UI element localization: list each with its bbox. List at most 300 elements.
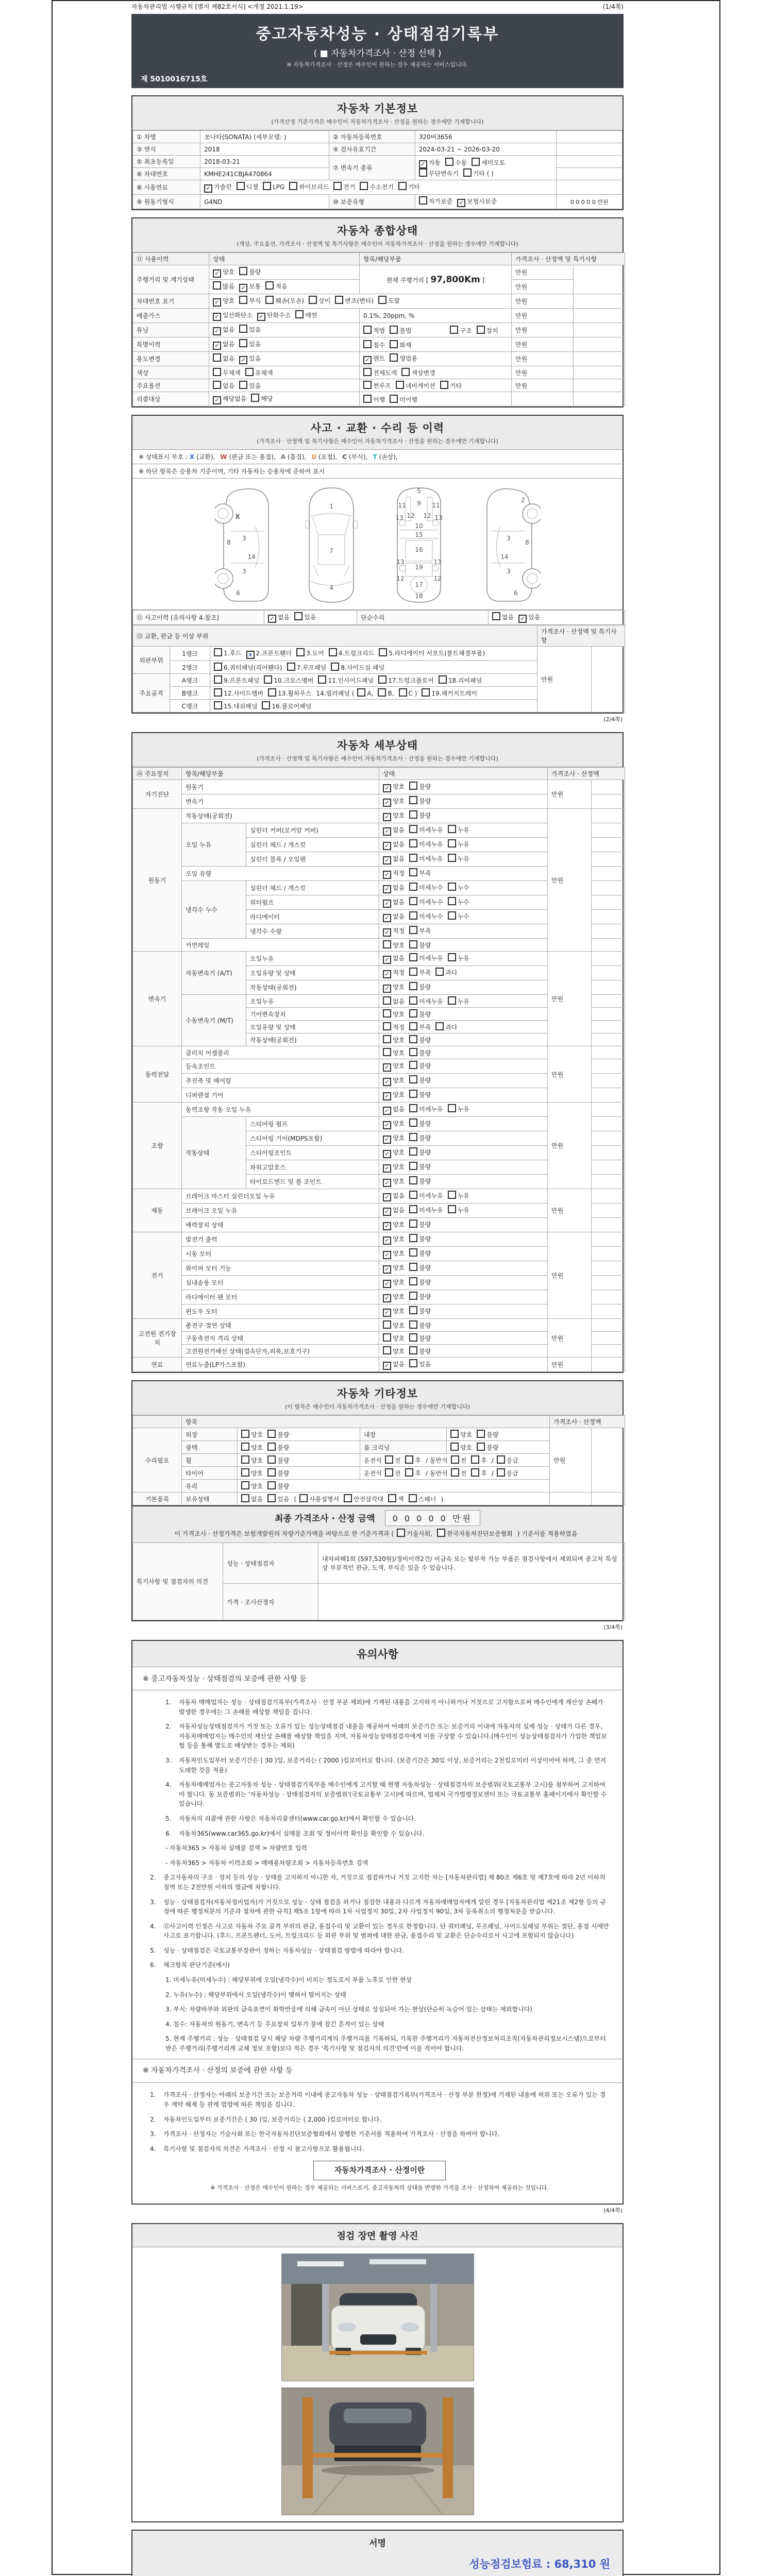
checkbox[interactable]: [363, 340, 372, 348]
mileage-value: 97,800Km: [430, 274, 480, 285]
checkbox[interactable]: [471, 1455, 479, 1464]
option-label: 양호: [393, 984, 405, 991]
checkbox[interactable]: [383, 1346, 391, 1354]
checkbox[interactable]: [237, 182, 245, 190]
checkbox[interactable]: ✓: [383, 1265, 391, 1274]
checkbox[interactable]: [409, 1009, 417, 1018]
checkbox[interactable]: [267, 1481, 276, 1489]
checkbox[interactable]: [435, 1022, 444, 1030]
checkbox[interactable]: [331, 663, 339, 671]
checkbox[interactable]: [383, 1035, 391, 1043]
checkbox[interactable]: ✓: [383, 1121, 391, 1129]
final-price-bar: [132, 1505, 623, 1543]
checkbox[interactable]: ✓: [383, 1294, 391, 1302]
option-label: 있음: [249, 326, 261, 333]
checkbox[interactable]: [239, 381, 247, 389]
checkbox[interactable]: ✓: [457, 199, 465, 207]
price-cell: 만원: [548, 1232, 592, 1319]
checkbox[interactable]: [448, 883, 456, 891]
option-label: 18.리어패널: [448, 677, 482, 684]
checkbox[interactable]: [440, 381, 448, 389]
checkbox[interactable]: [409, 868, 417, 876]
checkbox[interactable]: [398, 182, 407, 190]
checkbox[interactable]: [264, 675, 272, 684]
checkbox[interactable]: [251, 394, 259, 402]
checkbox[interactable]: [409, 1320, 417, 1329]
checkbox[interactable]: ✓: [363, 356, 372, 364]
checkbox[interactable]: [287, 663, 295, 671]
checkbox-option: [263, 182, 284, 191]
checkbox[interactable]: [409, 1234, 417, 1242]
checkbox[interactable]: ✓: [213, 269, 221, 278]
checkbox[interactable]: [451, 1455, 459, 1464]
checkbox[interactable]: [214, 663, 222, 671]
checkbox[interactable]: [263, 182, 271, 190]
checkbox[interactable]: [497, 1455, 505, 1464]
option-label: 미세누유: [419, 1192, 443, 1199]
item-label: 커먼레일: [182, 939, 379, 952]
checkbox[interactable]: [497, 1468, 505, 1477]
checkbox[interactable]: [390, 340, 398, 348]
checkbox[interactable]: [390, 395, 398, 403]
checkbox[interactable]: ✓: [383, 1362, 391, 1370]
state-options: [379, 1131, 548, 1146]
checkbox[interactable]: ✓: [268, 615, 276, 623]
panel-number: 8: [226, 539, 231, 546]
checkbox-option: [409, 1320, 431, 1330]
checkbox[interactable]: [239, 339, 247, 347]
checkbox[interactable]: [409, 1162, 417, 1170]
checkbox[interactable]: [360, 182, 368, 190]
checkbox[interactable]: [409, 911, 417, 920]
checkbox[interactable]: [448, 854, 456, 862]
checkbox-option: [440, 381, 462, 390]
checkbox[interactable]: [385, 1468, 393, 1477]
checkbox[interactable]: [267, 1494, 276, 1502]
checkbox[interactable]: [409, 1494, 417, 1502]
checkbox[interactable]: [448, 825, 456, 833]
checkbox[interactable]: ✓: [383, 842, 391, 850]
document-subtitle: ( ■ 자동차가격조사 · 산정 선택 ): [313, 48, 442, 59]
checkbox[interactable]: [309, 296, 317, 304]
option-label: 사용설명서: [309, 1496, 340, 1503]
checkbox-option: [448, 1104, 469, 1113]
checkbox[interactable]: [399, 688, 407, 697]
checkbox[interactable]: [448, 1191, 456, 1199]
item-label: 기어변속장치: [246, 1008, 379, 1021]
blank-cell: [592, 1345, 625, 1358]
checkbox[interactable]: [448, 897, 456, 905]
checkbox[interactable]: [241, 1481, 249, 1489]
checkbox[interactable]: [213, 281, 221, 290]
checkbox[interactable]: [214, 675, 222, 684]
checkbox[interactable]: [450, 1443, 459, 1451]
checkbox-option: [241, 1468, 263, 1478]
checkbox[interactable]: [268, 688, 276, 697]
checkbox[interactable]: [409, 1277, 417, 1285]
checkbox[interactable]: [318, 675, 326, 684]
item-label: 타이어: [182, 1467, 238, 1480]
checkbox[interactable]: [409, 1248, 417, 1257]
checkbox[interactable]: ✓: [383, 928, 391, 937]
checkbox[interactable]: [409, 996, 417, 1005]
checkbox[interactable]: ✓: [383, 1164, 391, 1173]
option-label: 불량: [419, 1322, 431, 1329]
option-label: 도말: [388, 297, 400, 304]
checkbox-option: [409, 1035, 431, 1044]
checkbox[interactable]: [214, 648, 222, 656]
checkbox[interactable]: [448, 996, 456, 1005]
checkbox[interactable]: ✓: [383, 813, 391, 821]
checkbox[interactable]: [409, 839, 417, 848]
state-options: [379, 1276, 548, 1290]
checkbox[interactable]: ✓: [383, 1208, 391, 1216]
accident-tables: [132, 610, 623, 713]
checkbox[interactable]: [396, 381, 404, 389]
checkbox[interactable]: [419, 196, 427, 205]
price-cell: 만원: [548, 809, 592, 952]
item-label: 라디에이터 팬 모터: [182, 1290, 379, 1304]
panel-number: 3: [506, 568, 511, 575]
current-mileage: 현재 주행거리 [ 97,800Km ]: [360, 265, 512, 294]
checkbox[interactable]: [379, 648, 387, 656]
checkbox[interactable]: [472, 158, 480, 166]
checkbox[interactable]: [383, 1009, 391, 1018]
checkbox[interactable]: [245, 368, 254, 376]
checkbox[interactable]: [409, 883, 417, 891]
checkbox[interactable]: [241, 1455, 249, 1464]
checkbox[interactable]: [289, 182, 297, 190]
price-cell: 만원: [548, 1046, 592, 1103]
checkbox[interactable]: [265, 296, 274, 304]
option-label: 불량: [419, 1049, 431, 1057]
notice-item-number: 5.: [165, 1815, 172, 1822]
checkbox[interactable]: [378, 296, 386, 304]
checkbox[interactable]: [409, 782, 417, 790]
inline-text: / 동반석: [425, 1470, 448, 1477]
notice-item-text: 자동차인도일부터 보증기간은 ( 30 )일, 보증거리는 ( 2000 )킬로미터로 합니다. (보증기간은 30일 이상, 보증거리는 2천킬로미터 이상이어야 하며, 그 중 먼저 도래한 것을 적용): [179, 1756, 607, 1774]
notice-item-number: 6.: [165, 1829, 172, 1837]
checkbox[interactable]: ✓: [239, 284, 247, 292]
checkbox[interactable]: [409, 1292, 417, 1300]
checkbox[interactable]: [390, 326, 398, 334]
checkbox[interactable]: [409, 953, 417, 961]
checkbox[interactable]: [262, 701, 270, 709]
sub-group-label: 수동변속기 (M/T): [182, 995, 246, 1046]
option-label: 화재: [399, 341, 412, 349]
checkbox[interactable]: ✓: [383, 1078, 391, 1086]
checkbox[interactable]: [419, 168, 427, 177]
state-options: [379, 1319, 548, 1332]
checkbox[interactable]: [213, 368, 221, 376]
item-label: 작동상태(공회전): [246, 1033, 379, 1046]
checkbox[interactable]: ✓: [383, 1309, 391, 1317]
checkbox[interactable]: ✓: [204, 184, 212, 193]
option-label: 후: [415, 1457, 421, 1464]
checkbox[interactable]: [388, 1494, 396, 1502]
checkbox[interactable]: [409, 1133, 417, 1141]
checkbox-option: [213, 296, 234, 307]
notice-part1-header: ※ 중고자동차성능 · 상태점검의 보증에 관한 사항 등: [132, 1667, 623, 1690]
checkbox[interactable]: [299, 1494, 308, 1502]
checkbox[interactable]: [333, 182, 342, 190]
blank-cell: [592, 924, 625, 939]
checkbox[interactable]: [405, 1455, 413, 1464]
checkbox[interactable]: [409, 1346, 417, 1354]
option-label: 없음: [393, 955, 405, 962]
checkbox[interactable]: ✓: [419, 160, 427, 168]
mileage-state-2: [209, 280, 360, 294]
checkbox-option: [383, 1119, 405, 1129]
checkbox[interactable]: [363, 326, 372, 334]
checkbox[interactable]: [422, 688, 430, 697]
checkbox[interactable]: [409, 1075, 417, 1083]
option-label: 없음: [223, 341, 235, 348]
checkbox[interactable]: [267, 1468, 276, 1477]
checkbox[interactable]: ✓: [383, 1280, 391, 1288]
checkbox[interactable]: [409, 1104, 417, 1112]
blank-cell: [592, 1332, 625, 1345]
checkbox[interactable]: [409, 1118, 417, 1127]
option-label: 기타: [408, 183, 421, 191]
checkbox[interactable]: [390, 353, 398, 362]
checkbox[interactable]: [450, 1430, 459, 1438]
checkbox[interactable]: [450, 326, 458, 334]
checkbox[interactable]: [265, 281, 274, 290]
blank-cell: [592, 1247, 625, 1261]
checkbox[interactable]: [451, 1468, 459, 1477]
checkbox[interactable]: [409, 940, 417, 948]
checkbox[interactable]: [213, 381, 221, 389]
checkbox[interactable]: [267, 1455, 276, 1464]
checkbox[interactable]: [383, 1022, 391, 1030]
checkbox[interactable]: ✓: [383, 871, 391, 879]
checkbox[interactable]: [409, 1359, 417, 1367]
checkbox[interactable]: ✓: [383, 856, 391, 865]
checkbox[interactable]: [214, 701, 222, 709]
checkbox[interactable]: [239, 296, 247, 304]
checkbox[interactable]: [409, 1191, 417, 1199]
checkbox[interactable]: ✓: [213, 327, 221, 335]
blank-cell: [557, 156, 623, 168]
checkbox[interactable]: ✓: [383, 1150, 391, 1158]
checkbox[interactable]: [409, 825, 417, 833]
checkbox[interactable]: [477, 326, 485, 334]
checkbox[interactable]: [213, 353, 221, 362]
option-label: 해당: [261, 395, 273, 402]
option-label: 전: [460, 1457, 467, 1464]
checkbox[interactable]: [409, 897, 417, 905]
checkbox[interactable]: ✓: [213, 396, 221, 404]
checkbox[interactable]: [363, 368, 372, 376]
checkbox[interactable]: [329, 648, 337, 656]
checkbox[interactable]: ✓: [383, 827, 391, 836]
checkbox[interactable]: [435, 968, 444, 976]
checkbox[interactable]: [335, 296, 343, 304]
checkbox[interactable]: [448, 911, 456, 920]
rank-items: [210, 687, 537, 700]
blank-cell: [557, 180, 623, 195]
checkbox[interactable]: [295, 310, 304, 318]
checkbox[interactable]: [383, 996, 391, 1005]
checkbox[interactable]: [409, 1061, 417, 1069]
checkbox[interactable]: [357, 688, 365, 697]
checkbox[interactable]: ✓: [213, 298, 221, 307]
checkbox[interactable]: [409, 1306, 417, 1314]
checkbox[interactable]: [439, 675, 447, 684]
checkbox[interactable]: [409, 796, 417, 804]
checkbox[interactable]: ✓: [383, 1236, 391, 1245]
checkbox[interactable]: [448, 953, 456, 961]
checkbox[interactable]: [448, 839, 456, 848]
checkbox[interactable]: ✓: [213, 313, 221, 321]
option-label: 양호: [251, 1431, 263, 1438]
checkbox[interactable]: [294, 612, 303, 620]
notice-part3-header: ※ 자동차가격조사 · 산정의 보증에 관한 사항 등: [132, 2059, 623, 2083]
checkbox-option: [448, 1191, 469, 1200]
checkbox[interactable]: ✓: [383, 985, 391, 993]
checkbox-option: [409, 1191, 443, 1200]
checkbox[interactable]: [383, 1048, 391, 1056]
checkbox[interactable]: ✓: [257, 313, 265, 321]
checkbox[interactable]: ✓: [383, 956, 391, 964]
state-options: [379, 838, 548, 852]
checkbox[interactable]: [409, 854, 417, 862]
checkbox[interactable]: ✓: [383, 784, 391, 792]
checkbox[interactable]: ✓: [383, 799, 391, 807]
checkbox[interactable]: [409, 1263, 417, 1271]
checkbox[interactable]: [267, 1430, 276, 1438]
checkbox[interactable]: [378, 688, 386, 697]
checkbox[interactable]: ✓: [383, 1251, 391, 1259]
checkbox[interactable]: [477, 1430, 485, 1438]
checkbox[interactable]: [409, 926, 417, 934]
checkbox[interactable]: [409, 1035, 417, 1043]
checkbox[interactable]: x: [246, 651, 255, 659]
option-label: 불량: [419, 1221, 431, 1228]
checkbox[interactable]: [241, 1468, 249, 1477]
panel-number: 8: [525, 539, 529, 546]
checkbox[interactable]: [409, 982, 417, 990]
checkbox[interactable]: [477, 1443, 485, 1451]
checkbox[interactable]: [397, 1529, 405, 1537]
checkbox-option: [409, 1219, 431, 1229]
checkbox[interactable]: [448, 1104, 456, 1112]
checkbox-option: [448, 953, 469, 962]
checkbox[interactable]: [409, 1176, 417, 1184]
checkbox[interactable]: ✓: [383, 1136, 391, 1144]
option-label: 누수: [457, 913, 469, 920]
checkbox[interactable]: [363, 395, 372, 403]
checkbox[interactable]: [214, 688, 222, 697]
option-label: 불량: [419, 1335, 431, 1342]
checkbox[interactable]: [405, 1468, 413, 1477]
checkbox[interactable]: [363, 381, 372, 389]
holding-options: [238, 1493, 550, 1505]
checkbox[interactable]: ✓: [383, 885, 391, 893]
checkbox[interactable]: [448, 1205, 456, 1213]
checkbox[interactable]: [409, 1333, 417, 1342]
checkbox[interactable]: [445, 158, 453, 166]
checkbox[interactable]: [239, 325, 247, 333]
checkbox[interactable]: [409, 968, 417, 976]
checkbox[interactable]: ✓: [383, 1193, 391, 1201]
checkbox[interactable]: [401, 368, 410, 376]
checkbox[interactable]: ✓: [383, 914, 391, 922]
checkbox[interactable]: ✓: [383, 900, 391, 908]
item-label: 발전기 출력: [182, 1232, 379, 1247]
checkbox[interactable]: ✓: [383, 1092, 391, 1100]
checkbox-option: [397, 1529, 432, 1538]
checkbox[interactable]: [296, 648, 305, 656]
state-options: [379, 1261, 548, 1276]
checkbox[interactable]: [239, 267, 247, 275]
checkbox-option: [409, 854, 443, 863]
notice-sub-item: - 자동차365 > 자동차 이력조회 > 매매용차량조회 > 자동차등록번호 검색: [165, 1859, 368, 1867]
checkbox[interactable]: [383, 1333, 391, 1342]
checkbox[interactable]: [378, 675, 386, 684]
checkbox[interactable]: [409, 1090, 417, 1098]
checkbox[interactable]: ✓: [383, 1179, 391, 1187]
checkbox[interactable]: [463, 168, 472, 177]
checkbox[interactable]: [383, 1320, 391, 1329]
checkbox[interactable]: [409, 1219, 417, 1228]
item-label: 추진축 및 베어링: [182, 1074, 379, 1088]
checkbox[interactable]: [241, 1494, 249, 1502]
checkbox[interactable]: [409, 1147, 417, 1156]
checkbox[interactable]: [267, 1443, 276, 1451]
checkbox[interactable]: ✓: [213, 342, 221, 350]
option-label: 양호: [393, 812, 405, 819]
item-label: 작동상태(공회전): [182, 809, 379, 823]
option-label: 후: [415, 1470, 421, 1477]
option-label: 한국자동차진단보증협회: [447, 1530, 513, 1537]
checkbox[interactable]: ✓: [239, 356, 247, 364]
checkbox-option: [450, 326, 472, 335]
checkbox[interactable]: [409, 1022, 417, 1030]
panel-number: 3: [506, 535, 511, 542]
option-label: 부족: [419, 969, 431, 976]
checkbox[interactable]: ✓: [518, 615, 527, 623]
checkbox[interactable]: [383, 940, 391, 948]
option-label: 양호: [393, 1149, 405, 1156]
checkbox[interactable]: ✓: [383, 1222, 391, 1230]
checkbox[interactable]: [409, 1048, 417, 1056]
checkbox[interactable]: [471, 1468, 479, 1477]
page-marker-2: (2/4쪽): [603, 716, 623, 723]
checkbox[interactable]: [241, 1443, 249, 1451]
checkbox[interactable]: ✓: [383, 1063, 391, 1072]
item-label: 디퍼렌셜 기어: [182, 1088, 379, 1103]
checkbox[interactable]: [344, 1494, 352, 1502]
checkbox[interactable]: [492, 612, 500, 620]
checkbox[interactable]: ✓: [383, 970, 391, 978]
field-label: ② 자동차등록번호: [329, 131, 415, 143]
legend-desc: (손상): [379, 453, 396, 461]
checkbox[interactable]: [437, 1529, 445, 1537]
checkbox[interactable]: ✓: [383, 1107, 391, 1115]
checkbox-option: [409, 825, 443, 834]
checkbox[interactable]: [409, 1205, 417, 1213]
checkbox[interactable]: [241, 1430, 249, 1438]
option-label: 없음: [278, 614, 290, 621]
checkbox[interactable]: [385, 1455, 393, 1464]
checkbox[interactable]: [409, 810, 417, 819]
option-label: 후: [481, 1457, 487, 1464]
checkbox-option: [213, 394, 246, 404]
option-label: 불량: [419, 1348, 431, 1355]
notice-item-text: 성능 · 상태점검자(자동차정비업자)가 거짓으로 성능 · 상태 점검을 하거나 점검한 내용과 다르게 자동차매매업자에게 알린 경우 [자동차관리법 제21조 제2항 등의 규정에 따른 행정처분의 기준과 절차에 관한 규칙] 제5조 1항에 따라 1차 사업정지 30일, 2차 사업정지 90일, 3차 등록취소의 행정처분을 받습니다.: [163, 1898, 606, 1916]
